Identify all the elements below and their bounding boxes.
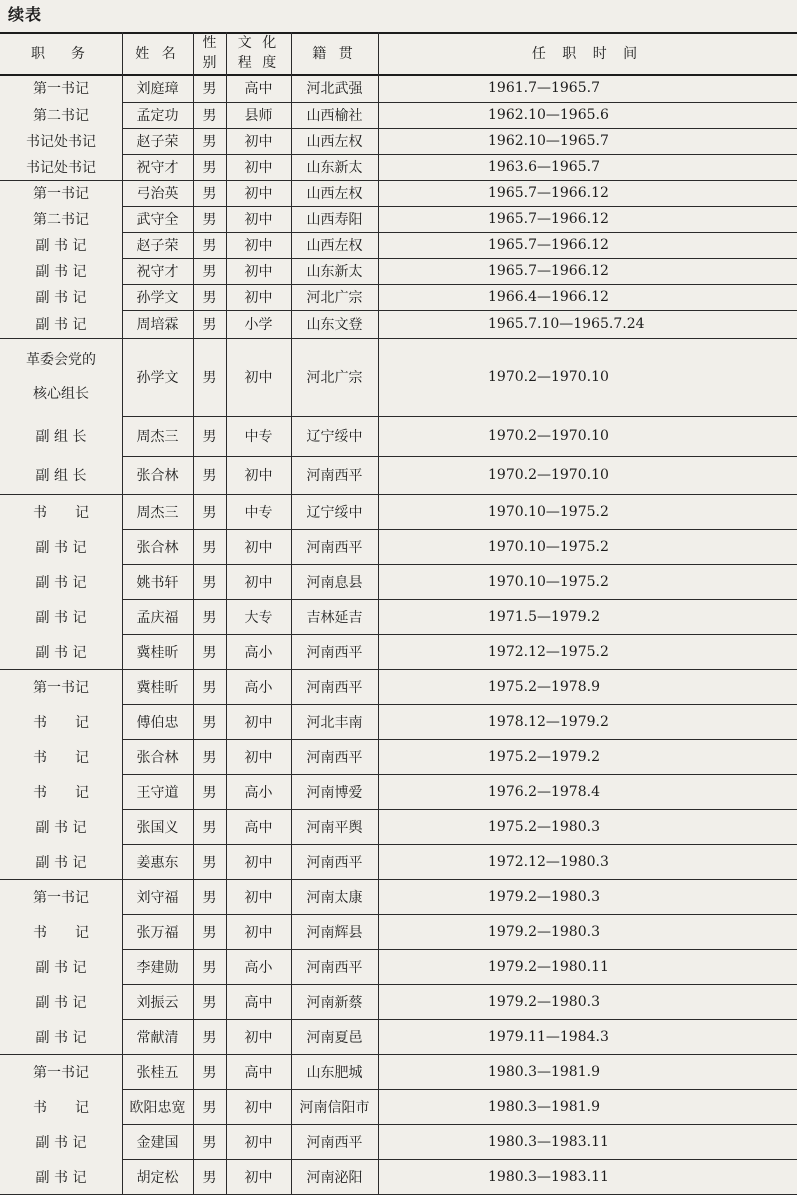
cell-gender: 男 xyxy=(202,160,217,176)
cell-name: 孙学文 xyxy=(136,370,179,386)
cell-education: 初中 xyxy=(244,1134,273,1151)
cell-position: 第一书记 xyxy=(33,186,89,202)
page-title: 续表 xyxy=(8,5,43,24)
cell-education: 高中 xyxy=(244,819,273,836)
cell-tenure: 1975.2—1979.2 xyxy=(488,748,600,765)
cell-name: 周杰三 xyxy=(136,429,179,445)
cell-education: 高小 xyxy=(244,644,273,661)
cell-position: 副 书 记 xyxy=(35,959,87,976)
cell-education: 中专 xyxy=(244,429,273,445)
cell-origin: 河南新蔡 xyxy=(306,994,363,1011)
cell-tenure: 1979.2—1980.3 xyxy=(488,993,600,1010)
cell-position: 副 书 记 xyxy=(35,574,87,591)
cell-gender: 男 xyxy=(202,784,217,801)
cell-origin: 山西左权 xyxy=(306,134,363,150)
cell-education: 初中 xyxy=(244,889,273,906)
cell-position: 书 记 xyxy=(33,749,89,766)
cell-origin: 山西寿阳 xyxy=(306,212,363,228)
cell-name: 姜惠东 xyxy=(136,854,179,871)
cell-tenure: 1963.6—1965.7 xyxy=(488,159,600,175)
cell-position: 副 书 记 xyxy=(35,238,87,254)
column-divider xyxy=(378,32,379,1194)
cell-origin: 河南博爱 xyxy=(306,784,363,801)
cell-position: 副 组 长 xyxy=(35,429,87,445)
cell-name: 祝守才 xyxy=(136,160,179,176)
cell-education: 大专 xyxy=(244,609,273,626)
cell-tenure: 1970.10—1975.2 xyxy=(488,538,609,555)
cell-position: 第一书记 xyxy=(33,81,89,97)
cell-tenure: 1970.10—1975.2 xyxy=(488,573,609,590)
cell-name: 金建国 xyxy=(136,1134,179,1151)
cell-tenure: 1970.2—1970.10 xyxy=(488,467,609,483)
cell-education: 初中 xyxy=(244,574,273,591)
cell-origin: 河南泌阳 xyxy=(306,1169,363,1186)
cell-gender: 男 xyxy=(202,264,217,280)
cell-origin: 河南西平 xyxy=(306,959,363,976)
cell-position xyxy=(0,338,122,416)
cell-education: 中专 xyxy=(244,504,273,521)
cell-gender: 男 xyxy=(202,238,217,254)
cell-name: 武守全 xyxy=(136,212,179,228)
header-gender-line: 性 xyxy=(202,35,217,51)
cell-tenure: 1980.3—1983.11 xyxy=(488,1168,609,1185)
cell-position: 副 书 记 xyxy=(35,1134,87,1151)
cell-tenure: 1965.7—1966.12 xyxy=(488,263,609,279)
cell-education: 高中 xyxy=(244,81,273,97)
header-tenure: 任 职 时 间 xyxy=(531,46,644,62)
cell-tenure: 1965.7—1966.12 xyxy=(488,211,609,227)
cell-name: 张国义 xyxy=(136,819,179,836)
cell-gender: 男 xyxy=(202,889,217,906)
cell-education: 高中 xyxy=(244,994,273,1011)
cell-origin: 吉林延吉 xyxy=(306,609,363,626)
cell-gender: 男 xyxy=(202,749,217,766)
cell-position: 副 书 记 xyxy=(35,290,87,306)
cell-tenure: 1972.12—1980.3 xyxy=(488,853,609,870)
column-divider xyxy=(226,32,227,1194)
cell-education: 高小 xyxy=(244,959,273,976)
cell-gender: 男 xyxy=(202,317,217,333)
column-divider xyxy=(122,32,123,1194)
cell-gender: 男 xyxy=(202,574,217,591)
cell-origin: 河南西平 xyxy=(306,1134,363,1151)
cell-name: 赵子荣 xyxy=(136,134,179,150)
cell-education: 县师 xyxy=(244,108,273,124)
cell-education: 初中 xyxy=(244,924,273,941)
cell-origin: 辽宁绥中 xyxy=(306,504,363,521)
cell-name: 姚书轩 xyxy=(136,574,179,591)
cell-position: 副 书 记 xyxy=(35,994,87,1011)
cell-education: 初中 xyxy=(244,1169,273,1186)
cell-name: 冀桂昕 xyxy=(136,679,179,696)
cell-name: 张合林 xyxy=(136,468,179,484)
cell-gender: 男 xyxy=(202,429,217,445)
cell-gender: 男 xyxy=(202,644,217,661)
cell-position: 书 记 xyxy=(33,504,89,521)
cell-gender: 男 xyxy=(202,1169,217,1186)
cell-gender: 男 xyxy=(202,186,217,202)
cell-gender: 男 xyxy=(202,212,217,228)
cell-name: 刘守福 xyxy=(136,889,179,906)
cell-origin: 河南夏邑 xyxy=(306,1029,363,1046)
cell-origin: 山东肥城 xyxy=(306,1064,363,1081)
cell-tenure: 1980.3—1981.9 xyxy=(488,1063,600,1080)
cell-tenure: 1979.2—1980.3 xyxy=(488,923,600,940)
cell-name: 赵子荣 xyxy=(136,238,179,254)
cell-origin: 山西左权 xyxy=(306,186,363,202)
cell-education: 初中 xyxy=(244,212,273,228)
cell-education: 高小 xyxy=(244,679,273,696)
cell-education: 初中 xyxy=(244,468,273,484)
cell-education: 初中 xyxy=(244,1099,273,1116)
cell-tenure: 1971.5—1979.2 xyxy=(488,608,600,625)
cell-name: 傅伯忠 xyxy=(136,714,179,731)
cell-name: 孙学文 xyxy=(136,290,179,306)
cell-tenure: 1972.12—1975.2 xyxy=(488,643,609,660)
cell-education: 初中 xyxy=(244,238,273,254)
officials-table xyxy=(0,24,797,1194)
cell-tenure: 1961.7—1965.7 xyxy=(488,80,600,96)
cell-tenure: 1965.7—1966.12 xyxy=(488,237,609,253)
cell-tenure: 1966.4—1966.12 xyxy=(488,289,609,305)
cell-tenure: 1980.3—1983.11 xyxy=(488,1133,609,1150)
cell-education: 初中 xyxy=(244,714,273,731)
cell-origin: 山东新太 xyxy=(306,264,363,280)
cell-position: 副 书 记 xyxy=(35,1169,87,1186)
cell-tenure: 1979.2—1980.11 xyxy=(488,958,609,975)
cell-position-line: 核心组长 xyxy=(33,386,89,402)
cell-tenure: 1962.10—1965.6 xyxy=(488,107,609,123)
cell-origin: 河北丰南 xyxy=(306,714,363,731)
cell-gender: 男 xyxy=(202,924,217,941)
cell-tenure: 1970.2—1970.10 xyxy=(488,428,609,444)
cell-gender: 男 xyxy=(202,504,217,521)
cell-gender: 男 xyxy=(202,714,217,731)
cell-origin: 河南西平 xyxy=(306,644,363,661)
cell-education: 初中 xyxy=(244,1029,273,1046)
cell-origin: 河南辉县 xyxy=(306,924,363,941)
cell-position: 书 记 xyxy=(33,714,89,731)
header-education xyxy=(226,32,291,74)
cell-name: 张万福 xyxy=(136,924,179,941)
cell-origin: 河北武强 xyxy=(306,81,363,97)
cell-education: 小学 xyxy=(244,317,273,333)
cell-position: 第二书记 xyxy=(33,212,89,228)
header-gender xyxy=(193,32,226,74)
cell-education: 初中 xyxy=(244,160,273,176)
cell-origin: 河南西平 xyxy=(306,854,363,871)
cell-position: 书 记 xyxy=(33,924,89,941)
cell-position: 副 书 记 xyxy=(35,539,87,556)
cell-position: 副 书 记 xyxy=(35,264,87,280)
cell-origin: 河南平舆 xyxy=(306,819,363,836)
cell-name: 周培霖 xyxy=(136,317,179,333)
cell-education: 高小 xyxy=(244,784,273,801)
cell-gender: 男 xyxy=(202,370,217,386)
cell-education: 初中 xyxy=(244,854,273,871)
cell-name: 欧阳忠宽 xyxy=(129,1099,186,1116)
cell-gender: 男 xyxy=(202,1029,217,1046)
cell-tenure: 1979.2—1980.3 xyxy=(488,888,600,905)
cell-position: 第一书记 xyxy=(33,679,89,696)
cell-position: 书 记 xyxy=(33,784,89,801)
cell-origin: 河南西平 xyxy=(306,539,363,556)
cell-name: 弓治英 xyxy=(136,186,179,202)
cell-origin: 河南西平 xyxy=(306,468,363,484)
cell-position: 副 书 记 xyxy=(35,317,87,333)
cell-education: 初中 xyxy=(244,134,273,150)
cell-origin: 河南信阳市 xyxy=(299,1099,370,1116)
cell-tenure: 1979.11—1984.3 xyxy=(488,1028,609,1045)
cell-position-line: 革委会党的 xyxy=(26,352,96,368)
cell-tenure: 1978.12—1979.2 xyxy=(488,713,609,730)
cell-gender: 男 xyxy=(202,468,217,484)
cell-name: 张桂五 xyxy=(136,1064,179,1081)
cell-position: 副 书 记 xyxy=(35,644,87,661)
cell-education: 高中 xyxy=(244,1064,273,1081)
cell-position: 副 书 记 xyxy=(35,854,87,871)
cell-position: 副 书 记 xyxy=(35,819,87,836)
cell-tenure: 1965.7.10—1965.7.24 xyxy=(488,316,645,332)
cell-position: 第一书记 xyxy=(33,889,89,906)
cell-origin: 河南西平 xyxy=(306,749,363,766)
cell-name: 刘庭璋 xyxy=(136,81,179,97)
cell-gender: 男 xyxy=(202,1099,217,1116)
cell-position: 书记处书记 xyxy=(26,134,96,150)
cell-education: 初中 xyxy=(244,370,273,386)
cell-education: 初中 xyxy=(244,539,273,556)
cell-name: 王守道 xyxy=(136,784,179,801)
cell-tenure: 1975.2—1978.9 xyxy=(488,678,600,695)
cell-name: 孟定功 xyxy=(136,108,179,124)
cell-origin: 河南息县 xyxy=(306,574,363,591)
cell-gender: 男 xyxy=(202,290,217,306)
cell-origin: 河北广宗 xyxy=(306,290,363,306)
cell-education: 初中 xyxy=(244,264,273,280)
cell-origin: 辽宁绥中 xyxy=(306,429,363,445)
cell-gender: 男 xyxy=(202,959,217,976)
cell-position: 副 组 长 xyxy=(35,468,87,484)
cell-position: 副 书 记 xyxy=(35,609,87,626)
cell-gender: 男 xyxy=(202,1064,217,1081)
cell-tenure: 1975.2—1980.3 xyxy=(488,818,600,835)
header-education-line: 程 度 xyxy=(237,55,280,71)
column-divider xyxy=(193,32,194,1194)
cell-tenure: 1970.10—1975.2 xyxy=(488,503,609,520)
cell-position: 书 记 xyxy=(33,1099,89,1116)
cell-gender: 男 xyxy=(202,679,217,696)
cell-origin: 河南西平 xyxy=(306,679,363,696)
cell-name: 孟庆福 xyxy=(136,609,179,626)
cell-origin: 河北广宗 xyxy=(306,370,363,386)
cell-position: 书记处书记 xyxy=(26,160,96,176)
cell-gender: 男 xyxy=(202,134,217,150)
cell-origin: 山西榆社 xyxy=(306,108,363,124)
cell-position: 副 书 记 xyxy=(35,1029,87,1046)
cell-position: 第一书记 xyxy=(33,1064,89,1081)
cell-gender: 男 xyxy=(202,609,217,626)
cell-education: 初中 xyxy=(244,749,273,766)
cell-name: 胡定松 xyxy=(136,1169,179,1186)
cell-gender: 男 xyxy=(202,108,217,124)
cell-tenure: 1976.2—1978.4 xyxy=(488,783,600,800)
cell-education: 初中 xyxy=(244,290,273,306)
cell-tenure: 1980.3—1981.9 xyxy=(488,1098,600,1115)
cell-origin: 河南太康 xyxy=(306,889,363,906)
cell-origin: 山东新太 xyxy=(306,160,363,176)
header-name: 姓 名 xyxy=(135,46,180,62)
cell-origin: 山西左权 xyxy=(306,238,363,254)
cell-gender: 男 xyxy=(202,994,217,1011)
cell-name: 李建勋 xyxy=(136,959,179,976)
cell-tenure: 1970.2—1970.10 xyxy=(488,369,609,385)
cell-tenure: 1965.7—1966.12 xyxy=(488,185,609,201)
cell-name: 祝守才 xyxy=(136,264,179,280)
cell-gender: 男 xyxy=(202,854,217,871)
cell-gender: 男 xyxy=(202,1134,217,1151)
cell-name: 刘振云 xyxy=(136,994,179,1011)
cell-tenure: 1962.10—1965.7 xyxy=(488,133,609,149)
cell-position: 第二书记 xyxy=(33,108,89,124)
cell-name: 周杰三 xyxy=(136,504,179,521)
cell-gender: 男 xyxy=(202,819,217,836)
cell-name: 冀桂昕 xyxy=(136,644,179,661)
header-position: 职 务 xyxy=(31,46,91,62)
header-origin: 籍 贯 xyxy=(312,46,357,62)
cell-education: 初中 xyxy=(244,186,273,202)
cell-gender: 男 xyxy=(202,539,217,556)
header-education-line: 文 化 xyxy=(237,35,280,51)
cell-name: 张合林 xyxy=(136,539,179,556)
column-divider xyxy=(291,32,292,1194)
header-gender-line: 别 xyxy=(202,55,217,71)
cell-gender: 男 xyxy=(202,81,217,97)
cell-name: 常献清 xyxy=(136,1029,179,1046)
cell-origin: 山东文登 xyxy=(306,317,363,333)
cell-name: 张合林 xyxy=(136,749,179,766)
